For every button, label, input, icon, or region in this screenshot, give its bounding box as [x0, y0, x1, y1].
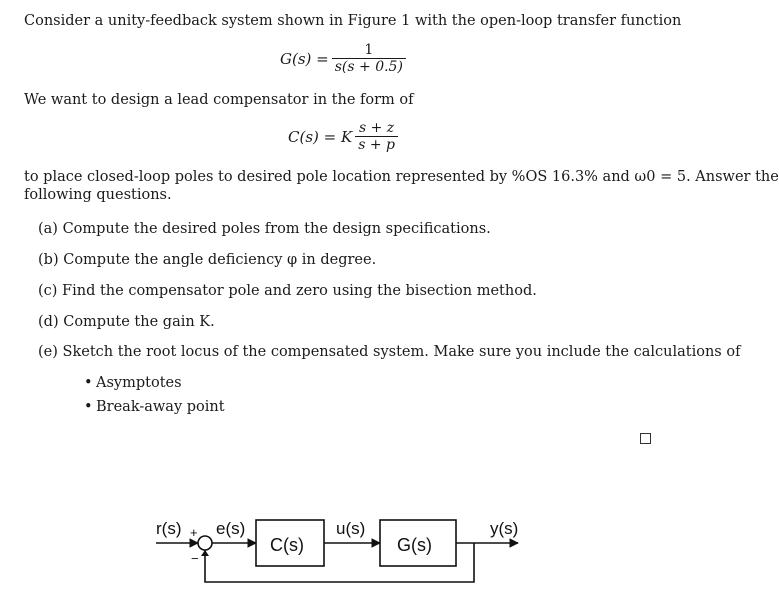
design-intro-text: We want to design a lead compensator in the form of [24, 92, 414, 108]
output-label: y(s) [490, 519, 519, 538]
question-text: Sketch the root locus of the compensated system. Make sure you include the calculations of [62, 344, 741, 360]
spec-line-1: to place closed-loop poles to desired pole location represented by %OS 16.3% and ω0 = 5. Answer the [24, 169, 779, 185]
summing-junction [198, 536, 212, 550]
question-text: Compute the desired poles from the design specifications. [62, 221, 491, 237]
error-label: e(s) [216, 519, 246, 538]
feedback-path [205, 543, 474, 582]
question-label: (b) [38, 252, 59, 268]
question-label: (c) [38, 283, 58, 299]
sub-item-text: Break-away point [96, 399, 225, 415]
plus-sign: + [190, 525, 198, 540]
sub-item-text: Asymptotes [96, 375, 182, 391]
plant-numerator: 1 [364, 42, 374, 58]
question-label: (e) [38, 344, 58, 360]
controller-label: C(s) [270, 535, 304, 555]
feedback-arrowhead [201, 550, 209, 556]
spec-line-2: following questions. [24, 187, 172, 203]
plant-equation-lhs: G(s) = [280, 49, 329, 68]
question-text: Find the compensator pole and zero using the bisection method. [62, 283, 537, 299]
bullet-icon: • [84, 399, 93, 415]
input-label: r(s) [156, 519, 182, 538]
plant-label: G(s) [397, 535, 432, 555]
question-text: Compute the gain K. [63, 314, 215, 330]
intro-text: Consider a unity-feedback system shown in Figure 1 with the open-loop transfer function [24, 13, 682, 29]
compensator-equation-lhs: C(s) = K [288, 127, 353, 146]
compensator-denominator: s + p [355, 136, 398, 153]
control-label: u(s) [336, 519, 366, 538]
bullet-icon: • [84, 375, 93, 391]
compensator-numerator: s + z [358, 120, 395, 136]
plant-denominator: s(s + 0.5) [332, 58, 406, 75]
question-label: (a) [38, 221, 58, 237]
question-text: Compute the angle deficiency φ in degree. [63, 252, 377, 268]
minus-sign: − [191, 551, 199, 566]
question-label: (d) [38, 314, 59, 330]
